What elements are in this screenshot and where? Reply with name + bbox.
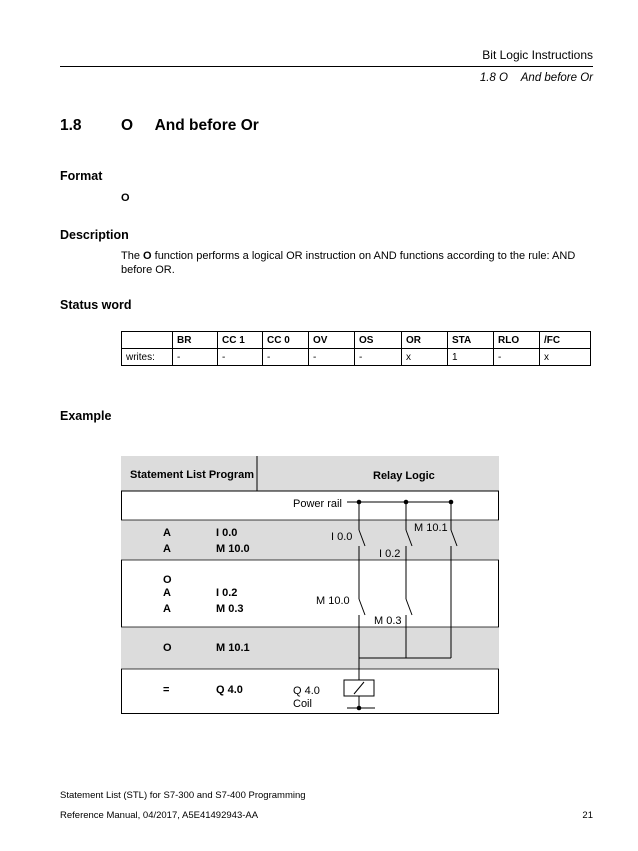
table-cell: writes:: [122, 349, 173, 366]
running-header-title: Bit Logic Instructions: [482, 48, 593, 62]
coil-label-line1: Q 4.0: [293, 685, 320, 697]
table-header-cell: OS: [355, 332, 402, 349]
contact-m100: [359, 599, 365, 615]
description-heading: Description: [60, 228, 129, 242]
stl-operand: M 0.3: [216, 603, 244, 615]
table-header-cell: BR: [173, 332, 218, 349]
contact-m101-label: M 10.1: [414, 522, 448, 534]
footer-line-1: Statement List (STL) for S7-300 and S7-400 Programming: [60, 790, 306, 801]
stl-op: A: [163, 543, 171, 555]
stl-op: A: [163, 527, 171, 539]
section-title: O And before Or: [121, 117, 259, 134]
table-cell: x: [402, 349, 448, 366]
table-header-cell: CC 1: [218, 332, 263, 349]
table-cell: -: [263, 349, 309, 366]
contact-m100-label: M 10.0: [316, 595, 350, 607]
stl-relay-diagram: [121, 456, 499, 714]
coil-label-line2: Coil: [293, 698, 312, 710]
table-header-cell: STA: [448, 332, 494, 349]
example-diagram: [121, 456, 499, 714]
table-header-cell: [122, 332, 173, 349]
power-rail-label: Power rail: [293, 498, 342, 510]
header-rule: [60, 66, 593, 67]
table-cell: -: [355, 349, 402, 366]
table-cell: -: [218, 349, 263, 366]
or-band: [121, 627, 499, 669]
stl-op: O: [163, 574, 172, 586]
footer-line-2: Reference Manual, 04/2017, A5E41492943-AA: [60, 810, 259, 821]
table-cell: -: [309, 349, 355, 366]
running-header-subtitle: 1.8 O And before Or: [479, 72, 593, 84]
stl-operand: M 10.1: [216, 642, 250, 654]
table-header-cell: OV: [309, 332, 355, 349]
header-left-label: Statement List Program: [130, 469, 255, 481]
contact-m03-label: M 0.3: [374, 615, 402, 627]
table-header-cell: /FC: [540, 332, 591, 349]
description-prefix: The: [121, 250, 144, 262]
status-word-writes-row: [122, 349, 591, 366]
page-number: 21: [582, 810, 593, 821]
contact-m03: [406, 599, 412, 615]
table-cell: 1: [448, 349, 494, 366]
table-header-cell: OR: [402, 332, 448, 349]
description-text: [121, 249, 586, 277]
stl-op: O: [163, 642, 172, 654]
stl-op: A: [163, 603, 171, 615]
stl-operand: I 0.2: [216, 587, 238, 599]
status-word-table: [121, 331, 591, 366]
junction-dot: [357, 706, 362, 711]
example-heading: Example: [60, 409, 112, 423]
status-word-header-row: [122, 332, 591, 349]
format-heading: Format: [60, 169, 103, 183]
status-word-heading: Status word: [60, 298, 132, 312]
header-right-label: Relay Logic: [373, 470, 435, 482]
table-cell: -: [494, 349, 540, 366]
table-cell: -: [173, 349, 218, 366]
stl-operand: M 10.0: [216, 543, 250, 555]
contact-i00-label: I 0.0: [331, 531, 353, 543]
format-value: O: [121, 192, 130, 204]
section-number: 1.8: [60, 117, 82, 134]
description-body: function performs a logical OR instruction on AND functions according to the rule: AND before OR.: [121, 250, 576, 276]
contact-i02-label: I 0.2: [379, 548, 401, 560]
table-header-cell: CC 0: [263, 332, 309, 349]
table-header-cell: RLO: [494, 332, 540, 349]
stl-operand: I 0.0: [216, 527, 238, 539]
stl-operand: Q 4.0: [216, 684, 243, 696]
description-keyword: O: [143, 250, 152, 262]
table-cell: x: [540, 349, 591, 366]
stl-op: A: [163, 587, 171, 599]
stl-op: =: [163, 684, 170, 696]
